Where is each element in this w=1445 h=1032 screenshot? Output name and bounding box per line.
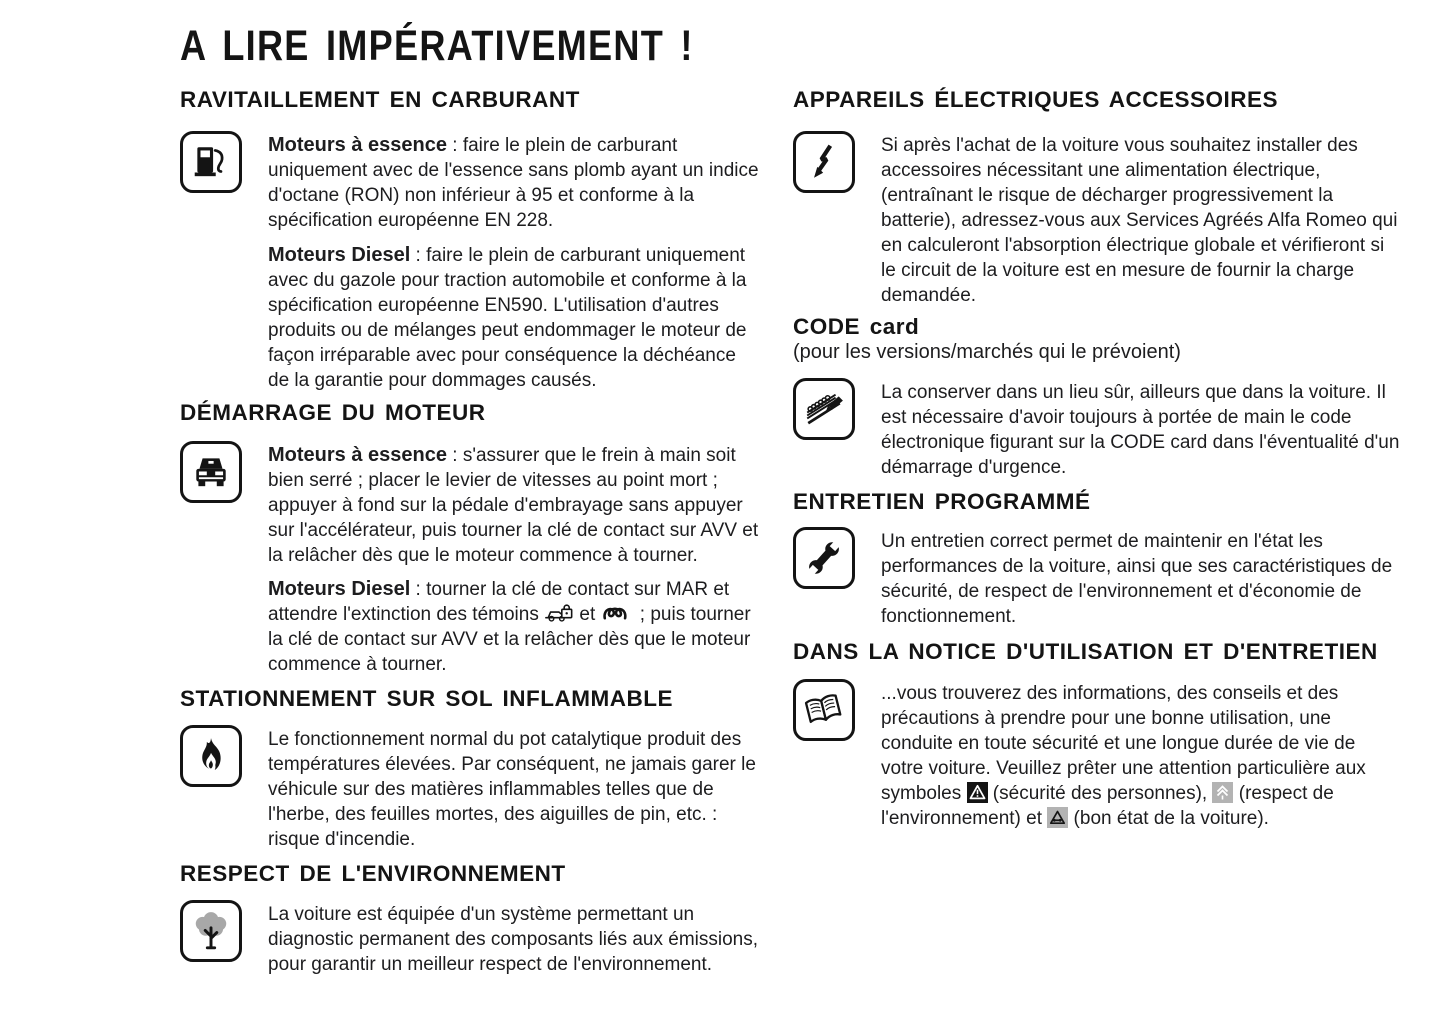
paragraph-lead: Moteurs Diesel [268,244,411,266]
paragraph-text: ; puis tourner la clé de contact sur AVV et la relâcher dès que le moteur commence à tourner. [268,604,751,675]
section-block [793,378,1401,480]
section-heading-appareils: APPAREILS ÉLECTRIQUES ACCESSOIRES [793,87,1279,112]
section-heading-environnement: RESPECT DE L'ENVIRONNEMENT [180,861,566,886]
open-book-icon [793,679,855,741]
paragraph-stationnement: Le fonctionnement normal du pot catalytique produit des températures élevées. Par conséquent, ne jamais garer le véhicule sur des matières inflammables telles que de l'herbe, des feuilles mortes, des aiguilles de pin, etc. : risque d'incendie. [268,729,756,850]
paragraph-appareils: Si après l'achat de la voiture vous souhaitez installer des accessoires nécessitant une alimentation électrique, (entraînant le risque de décharger progressivement la batterie), adressez-vous aux Services Agréés Alfa Romeo qui en calculeront l'absorption électrique globale et vérifieront si le circuit de la voiture est en mesure de fournir la charge demandée. [881,135,1398,306]
section-block [793,679,1401,831]
section-heading-code-card: CODE card [793,314,920,339]
environment-badge [1212,782,1233,803]
section-block [793,527,1401,629]
wrench-icon [793,527,855,589]
paragraph-text: (sécurité des personnes), [987,783,1213,804]
paragraph-text: : tourner la clé de contact sur MAR et attendre l'extinction des témoins [268,579,730,625]
section-block [793,131,1401,308]
paragraph-text: (respect de l'environnement) et [881,783,1334,829]
paragraph-text: (bon état de la voiture). [1068,808,1269,829]
paragraph-lead: Moteurs à essence [268,134,447,156]
page-title: A LIRE IMPÉRATIVEMENT ! [180,22,694,70]
notebook-pencil-icon [793,378,855,440]
section-block [180,725,760,852]
paragraph-essence-start [268,441,760,568]
section-block [180,900,760,977]
immobilizer-warning-light-icon [544,603,574,624]
right-column [793,88,1401,831]
paragraph-lead: Moteurs à essence [268,444,447,466]
paragraph-text: ...vous trouverez des informations, des conseils et des précautions à prendre pour une bonne utilisation, une conduite en toute sécurité et une longue durée de vie de votre voiture. Veuillez prêter une attention particulière aux symboles [881,683,1366,804]
paragraph-essence-fuel [268,131,760,233]
paragraph-lead: Moteurs Diesel [268,578,411,600]
section-subtitle-code-card: (pour les versions/marchés qui le prévoient) [793,341,1181,363]
paragraph-diesel-start [268,577,760,677]
section-block [180,131,760,233]
paragraph-text: : s'assurer que le frein à main soit bien serré ; placer le levier de vitesses au point mort ; appuyer à fond sur la pédale d'embrayage sans appuyer sur l'accélérateur, puis tourner la clé de contact sur AVV et la relâcher dès que le moteur commence à tourner. [268,445,759,566]
section-heading-demarrage: DÉMARRAGE DU MOTEUR [180,400,486,425]
section-heading-notice: DANS LA NOTICE D'UTILISATION ET D'ENTRETIEN [793,639,1378,664]
paragraph-text: : faire le plein de carburant uniquement avec de l'essence sans plomb ayant un indice d'octane (RON) non inférieur à 95 et conforme à la spécification européenne EN 228. [268,135,759,231]
paragraph-notice [881,679,1401,831]
section-heading-ravitaillement: RAVITAILLEMENT EN CARBURANT [180,87,580,112]
left-column [180,88,760,977]
glow-plug-warning-light-icon [601,605,635,622]
fuel-pump-icon [180,131,242,193]
paragraph-text: : faire le plein de carburant uniquement avec du gazole pour traction automobile et conforme à la spécification européenne EN590. L'utilisation d'autres produits ou de mélanges peut endommager le moteur de façon irréparable avec pour conséquence la déchéance de la garantie pour dommages causés. [268,245,747,391]
paragraph-diesel-fuel [268,243,760,393]
paragraph-environnement: La voiture est équipée d'un système permettant un diagnostic permanent des composants liés aux émissions, pour garantir un meilleur respect de l'environnement. [268,904,759,975]
car-condition-badge [1047,807,1068,828]
paragraph-text: et [574,604,601,625]
lightning-icon [793,131,855,193]
flame-icon [180,725,242,787]
section-block [180,441,760,568]
safety-warning-badge [967,782,988,803]
tree-icon [180,900,242,962]
section-heading-stationnement: STATIONNEMENT SUR SOL INFLAMMABLE [180,686,673,711]
section-heading-entretien: ENTRETIEN PROGRAMMÉ [793,489,1091,514]
paragraph-entretien: Un entretien correct permet de maintenir en l'état les performances de la voiture, ainsi que ses caractéristiques de sécurité, de respect de l'environnement et d'économie de fonctionnement. [881,531,1393,627]
paragraph-code-card: La conserver dans un lieu sûr, ailleurs que dans la voiture. Il est nécessaire d'avoir toujours à portée de main le code électronique figurant sur la CODE card dans l'éventualité d'un démarrage d'urgence. [881,382,1400,478]
car-rear-icon [180,441,242,503]
